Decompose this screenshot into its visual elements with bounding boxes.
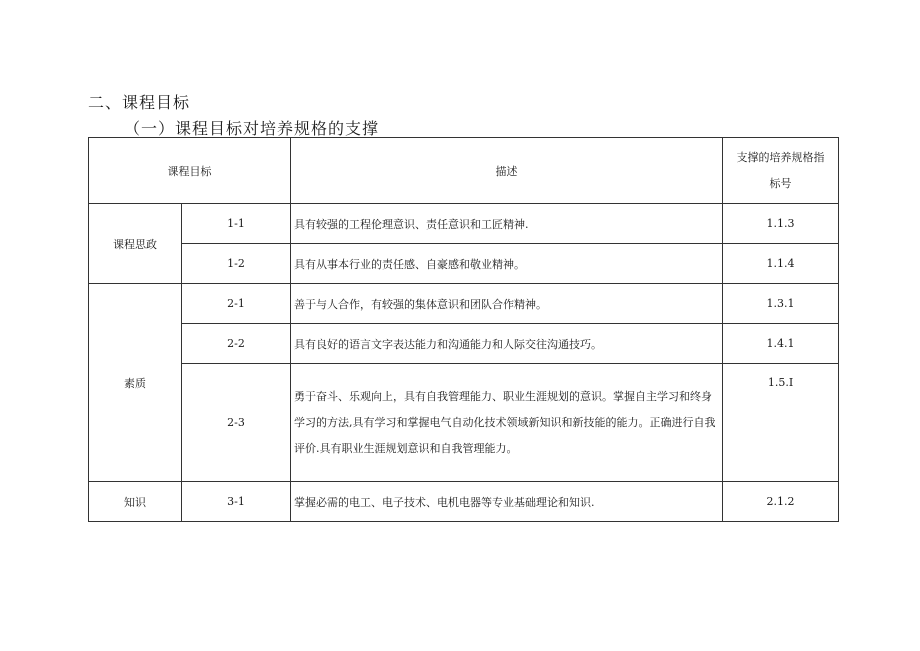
goal-id-cell: 2-1 [182, 284, 291, 324]
category-cell: 知识 [89, 482, 182, 522]
table-row [89, 482, 839, 522]
category-cell: 素质 [89, 284, 182, 482]
description-cell: 善于与人合作，有较强的集体意识和团队合作精神。 [291, 284, 723, 324]
table-row [89, 324, 839, 364]
description-cell: 具有较强的工程伦理意识、责任意识和工匠精神. [291, 204, 723, 244]
spec-cell: 1.1.3 [723, 204, 839, 244]
goal-id-cell: 3-1 [182, 482, 291, 522]
description-cell: 具有从事本行业的责任感、自豪感和敬业精神。 [291, 244, 723, 284]
table-row [89, 244, 839, 284]
table-row [89, 204, 839, 244]
goal-id-cell: 1-1 [182, 204, 291, 244]
goal-id-cell: 1-2 [182, 244, 291, 284]
section-heading: 二、课程目标 [88, 93, 191, 112]
spec-cell: 2.1.2 [723, 482, 839, 522]
table-row [89, 284, 839, 324]
description-cell: 具有良好的语言文字表达能力和沟通能力和人际交往沟通技巧。 [291, 324, 723, 364]
category-cell: 课程思政 [89, 204, 182, 284]
table-header-row [89, 138, 839, 204]
subsection-heading: （一）课程目标对培养规格的支撑 [124, 119, 380, 138]
header-spec-line1: 支撑的培养规格指 [736, 150, 825, 164]
goal-id-cell: 2-2 [182, 324, 291, 364]
table-row [89, 364, 839, 482]
spec-cell: 1.3.1 [723, 284, 839, 324]
description-cell: 掌握必需的电工、电子技术、电机电器等专业基础理论和知识. [291, 482, 723, 522]
header-spec [723, 138, 839, 204]
course-goals-table [88, 137, 839, 522]
description-cell: 勇于奋斗、乐观向上，具有自我管理能力、职业生涯规划的意识。掌握自主学习和终身学习的方法,具有学习和掌握电气自动化技术领域新知识和新技能的能力。正确进行自我评价.具有职业生涯规划意识和自我管理能力。 [291, 364, 723, 482]
goal-id-cell: 2-3 [182, 364, 291, 482]
header-goal: 课程目标 [89, 138, 291, 204]
spec-cell: 1.4.1 [723, 324, 839, 364]
spec-cell: 1.1.4 [723, 244, 839, 284]
spec-cell: 1.5.I [723, 364, 839, 482]
header-description: 描述 [291, 138, 723, 204]
header-spec-line2: 标号 [769, 176, 792, 190]
